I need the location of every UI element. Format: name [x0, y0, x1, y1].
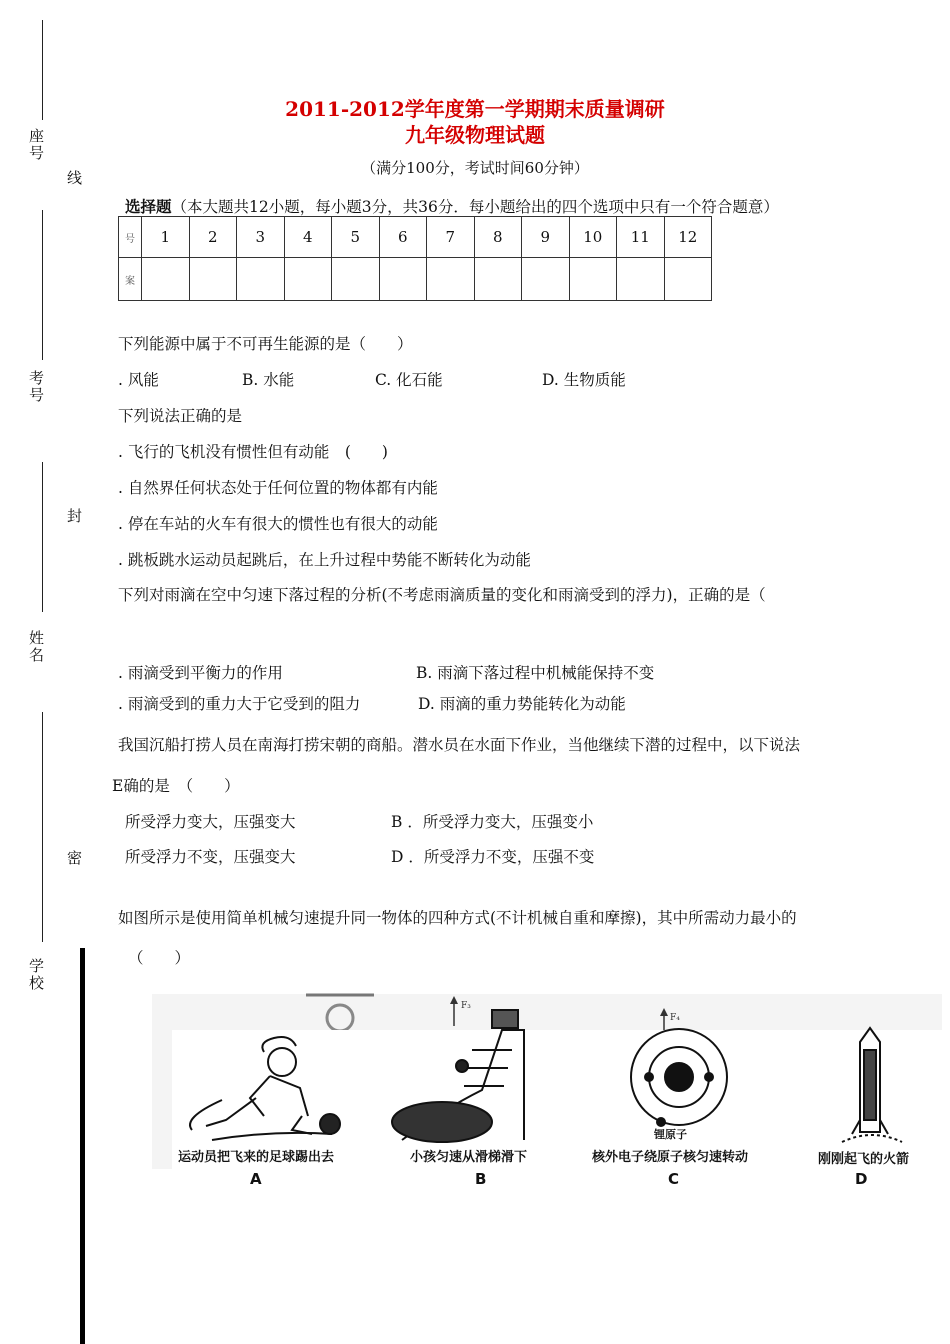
question-number-cell: 8 — [474, 217, 522, 258]
binding-bar — [80, 948, 85, 1344]
margin-label-seal: 封 — [65, 508, 83, 525]
question-number-cell: 4 — [284, 217, 332, 258]
figure-caption-a: 运动员把飞来的足球踢出去 — [178, 1150, 335, 1165]
q3-stem: 下列对雨滴在空中匀速下落过程的分析(不考虑雨滴质量的变化和雨滴受到的浮力)，正确的是（ — [118, 586, 766, 604]
q1-option-c: C. 化石能 — [375, 371, 443, 389]
question-number-cell: 6 — [379, 217, 427, 258]
margin-label-line: 线 — [65, 170, 83, 187]
q5-stem: 如图所示是使用简单机械匀速提升同一物体的四种方式(不计机械自重和摩擦)，其中所需动力最小的 — [118, 909, 797, 927]
q3-option-a: . 雨滴受到平衡力的作用 — [118, 664, 283, 682]
q2-option-d: . 跳板跳水运动员起跳后，在上升过程中势能不断转化为动能 — [118, 551, 531, 569]
figure-panel — [152, 990, 942, 1195]
q1-option-a: . 风能 — [118, 371, 159, 389]
q1-stem: 下列能源中属于不可再生能源的是（ ） — [118, 335, 413, 353]
margin-label-name: 姓名 — [27, 630, 45, 664]
answer-cell[interactable] — [617, 258, 665, 301]
binding-line-2 — [42, 210, 43, 360]
question-number-cell: 10 — [569, 217, 617, 258]
answer-cell[interactable] — [332, 258, 380, 301]
figure-letter-a: A — [250, 1170, 262, 1188]
answer-table-number-row — [119, 217, 712, 258]
answer-cell[interactable] — [189, 258, 237, 301]
q5-answer-paren: （ ） — [128, 949, 191, 967]
answer-table-answer-row — [119, 258, 712, 301]
q1-option-b: B. 水能 — [242, 371, 295, 389]
force-label-2: F₄ — [670, 1013, 680, 1023]
exam-title: 2011-2012学年度第一学期期末质量调研 — [285, 97, 665, 121]
atom-label: 锂原子 — [654, 1128, 687, 1141]
question-number-cell: 11 — [617, 217, 665, 258]
table-row-header: 号 — [119, 217, 142, 258]
q2-option-a: . 飞行的飞机没有惯性但有动能 ( ) — [118, 443, 388, 461]
q2-option-b: . 自然界任何状态处于任何位置的物体都有内能 — [118, 479, 438, 497]
table-row-header: 案 — [119, 258, 142, 301]
answer-cell[interactable] — [284, 258, 332, 301]
q3-option-d: D. 雨滴的重力势能转化为动能 — [418, 695, 626, 713]
question-number-cell: 7 — [427, 217, 475, 258]
answer-cell[interactable] — [522, 258, 570, 301]
margin-label-secret: 密 — [65, 850, 83, 867]
answer-cell[interactable] — [379, 258, 427, 301]
margin-label-seat: 座号 — [27, 128, 45, 162]
question-number-cell: 9 — [522, 217, 570, 258]
q4-option-d: D ．所受浮力不变，压强不变 — [391, 848, 595, 866]
q4-stem-line2: E确的是 （ ） — [112, 777, 240, 795]
figure-letter-b: B — [475, 1170, 487, 1188]
q2-option-c: . 停在车站的火车有很大的惯性也有很大的动能 — [118, 515, 438, 533]
q1-option-d: D. 生物质能 — [542, 371, 626, 389]
figure-caption-b: 小孩匀速从滑梯滑下 — [410, 1150, 528, 1165]
binding-line-4 — [42, 712, 43, 942]
answer-cell[interactable] — [474, 258, 522, 301]
section-description: （本大题共12小题，每小题3分，共36分．每小题给出的四个选项中只有一个符合题意） — [171, 198, 779, 216]
force-label-1: F₃ — [461, 1001, 471, 1011]
answer-cell[interactable] — [237, 258, 285, 301]
section-heading: 选择题 — [125, 197, 172, 216]
q3-option-b: B. 雨滴下落过程中机械能保持不变 — [416, 664, 655, 682]
answer-table — [118, 216, 712, 301]
section-heading-row — [125, 195, 779, 217]
answer-cell[interactable] — [427, 258, 475, 301]
figure-letter-d: D — [855, 1170, 868, 1188]
exam-note: （满分100分，考试时间60分钟） — [361, 159, 589, 177]
q4-option-b: B ．所受浮力变大，压强变小 — [391, 813, 594, 831]
question-number-cell: 3 — [237, 217, 285, 258]
figure-caption-d: 刚刚起飞的火箭 — [818, 1152, 910, 1167]
answer-cell[interactable] — [142, 258, 190, 301]
margin-label-school: 学校 — [27, 958, 45, 992]
answer-cell[interactable] — [664, 258, 712, 301]
q2-stem: 下列说法正确的是 — [118, 407, 243, 425]
question-number-cell: 5 — [332, 217, 380, 258]
q4-option-c: 所受浮力不变，压强变大 — [125, 848, 296, 866]
binding-line-3 — [42, 462, 43, 612]
question-number-cell: 12 — [664, 217, 712, 258]
question-number-cell: 1 — [142, 217, 190, 258]
q3-option-c: . 雨滴受到的重力大于它受到的阻力 — [118, 695, 361, 713]
margin-label-exam-no: 考号 — [27, 370, 45, 404]
figure-caption-c: 核外电子绕原子核匀速转动 — [592, 1150, 749, 1165]
figure-letter-c: C — [668, 1170, 680, 1188]
question-number-cell: 2 — [189, 217, 237, 258]
exam-subtitle: 九年级物理试题 — [405, 123, 545, 147]
q4-stem-line1: 我国沉船打捞人员在南海打捞宋朝的商船。潜水员在水面下作业，当他继续下潜的过程中，以下说法 — [118, 736, 801, 754]
answer-cell[interactable] — [569, 258, 617, 301]
q4-option-a: 所受浮力变大，压强变大 — [125, 813, 296, 831]
